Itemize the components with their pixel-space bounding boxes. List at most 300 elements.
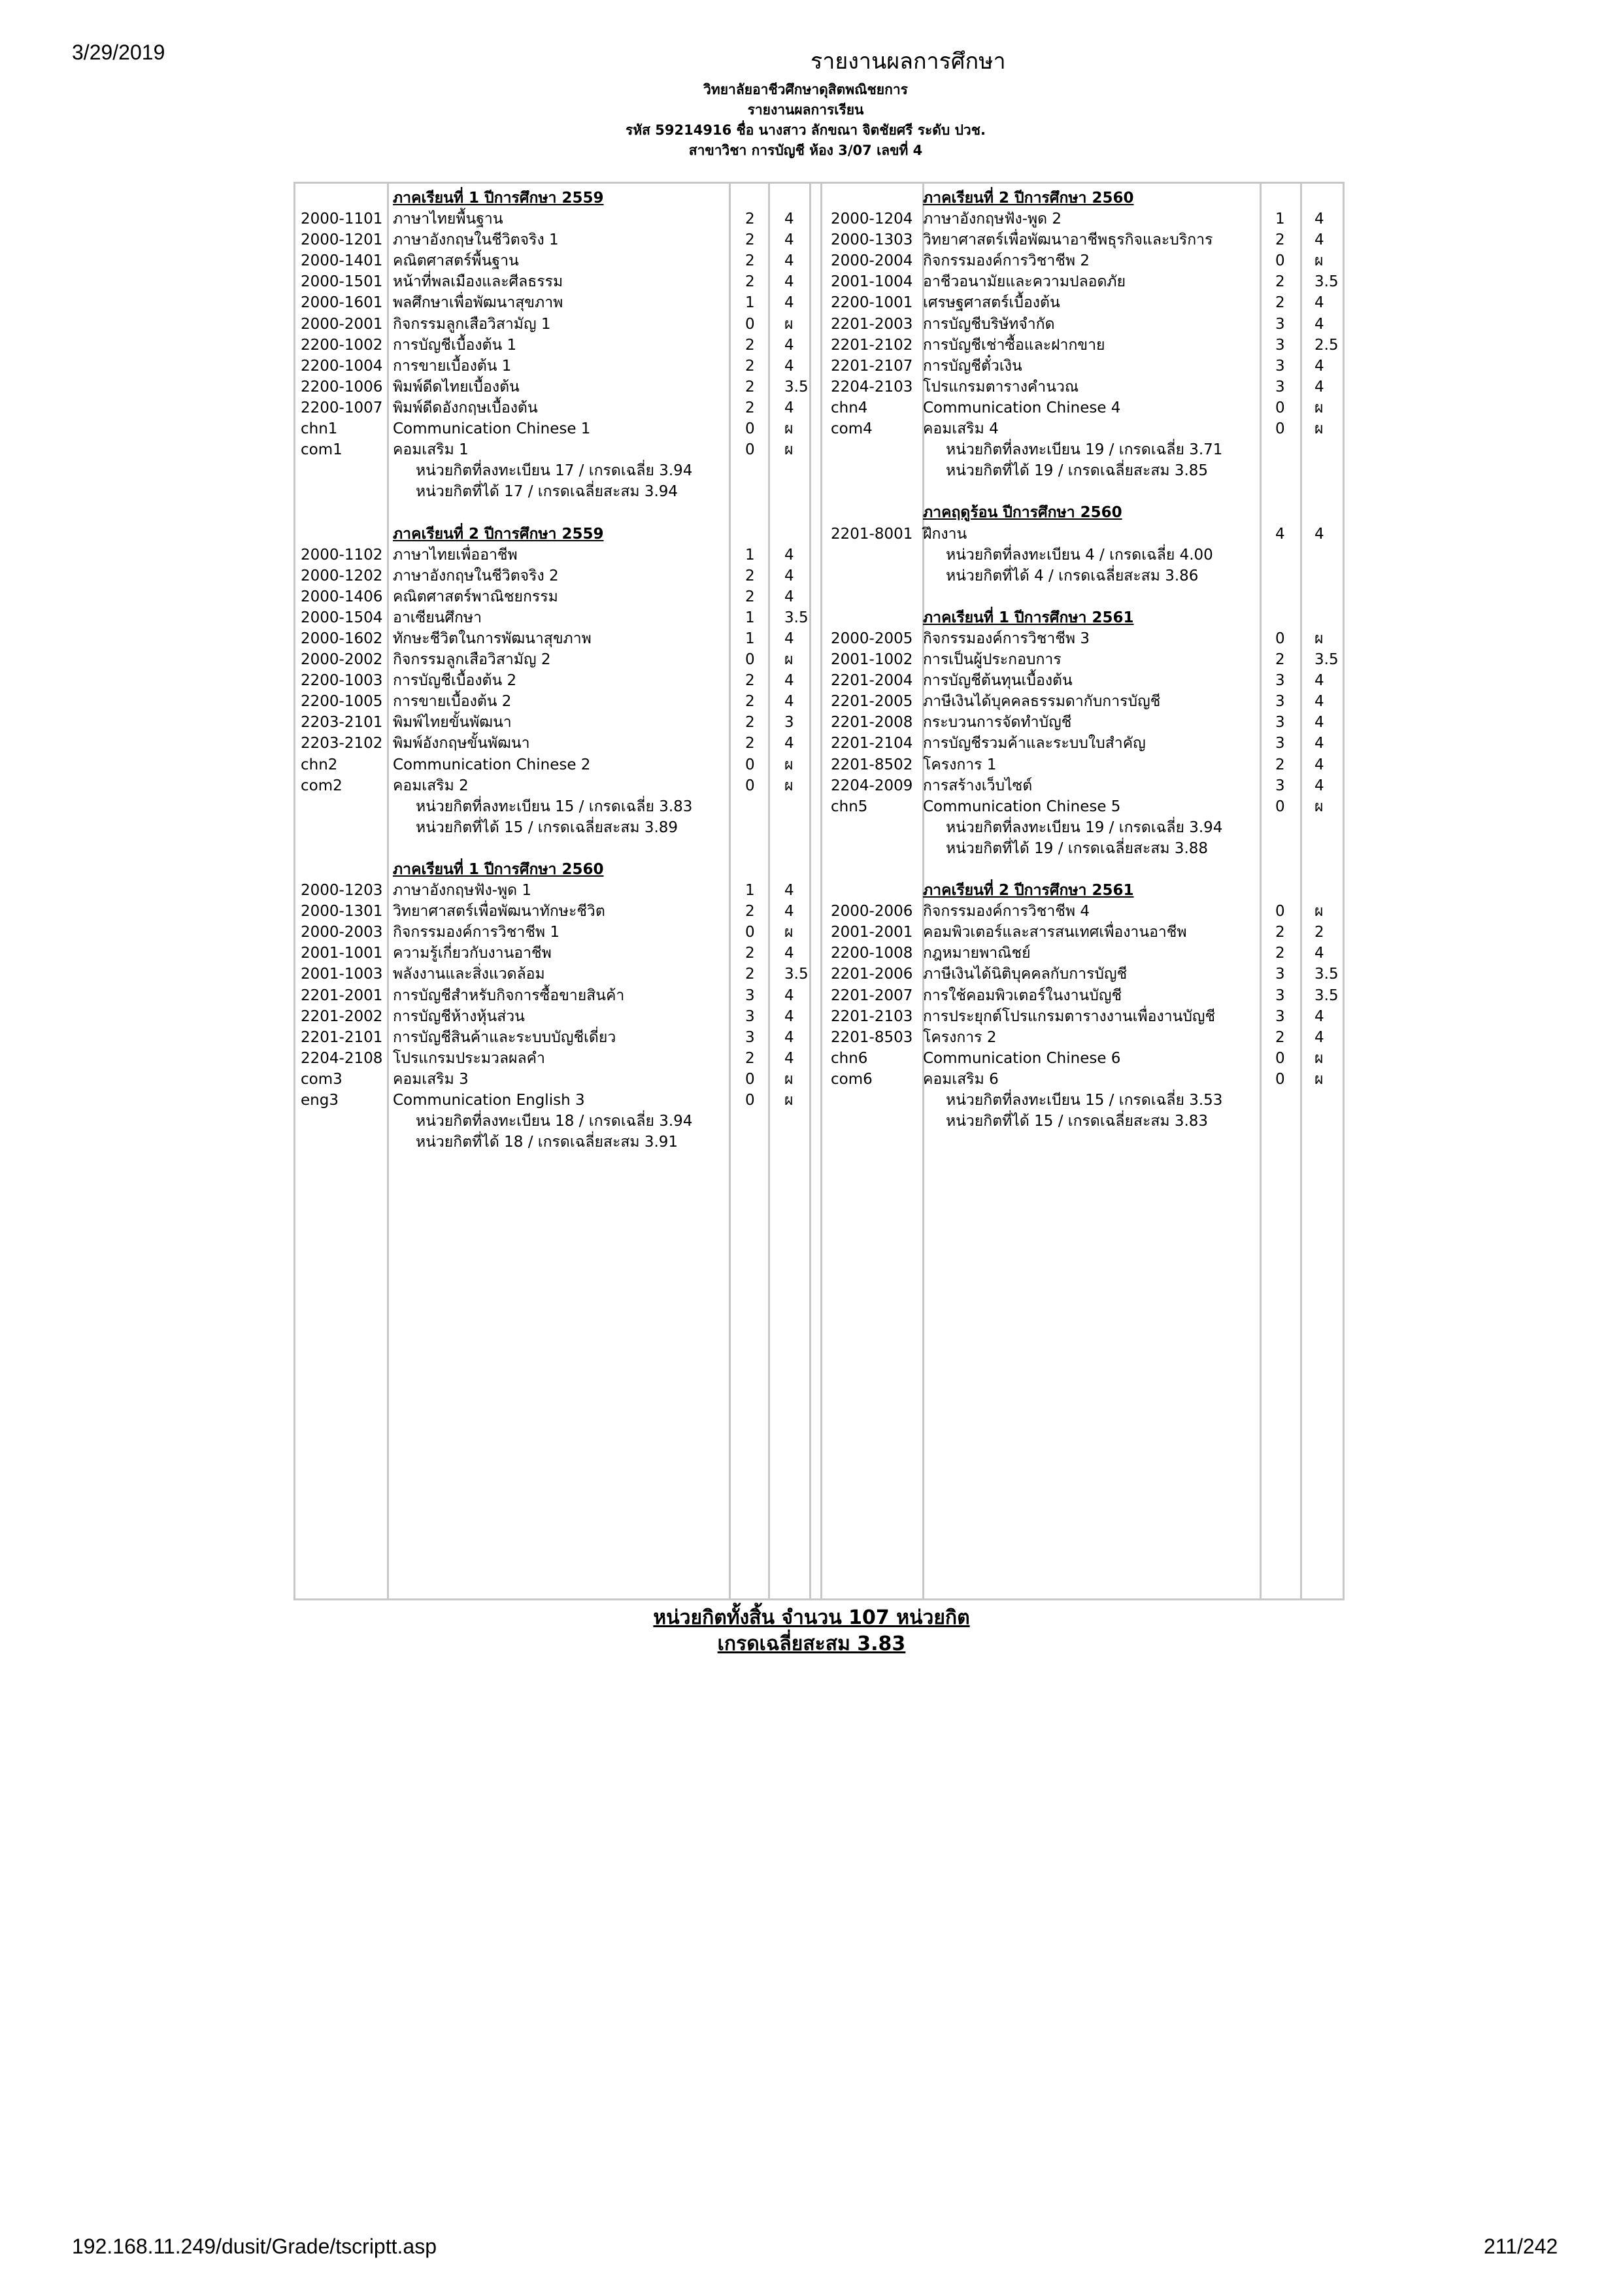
course-name: พิมพ์ไทยขั้นพัฒนา [393,714,512,732]
course-grade: 4 [784,252,794,270]
semester-title-row [828,607,1345,628]
course-grade: 4 [1314,231,1324,249]
course-credit: 3 [1275,714,1285,732]
course-row [828,901,1345,922]
course-credit: 0 [1275,252,1285,270]
earned-credits-cumulative-gpa: หน่วยกิตที่ได้ 19 / เกรดเฉลี่ยสะสม 3.88 [946,839,1209,857]
course-credit: 2 [1275,294,1285,312]
course-row [828,418,1345,439]
course-grade: ผ [784,315,794,333]
course-grade: 4 [1314,294,1324,312]
course-credit: 2 [745,336,755,354]
course-code: 2000-2001 [301,315,383,333]
course-name: กิจกรรมลูกเสือวิสามัญ 2 [393,651,551,669]
semester-summary-row [298,1111,821,1132]
course-code: 2000-1101 [301,211,383,228]
college-name: วิทยาลัยอาชีวศึกษาดุสิตพณิชยการ [703,82,908,97]
course-code: 2000-2003 [301,924,383,941]
course-name: เศรษฐศาสตร์เบื้องต้น [923,294,1060,312]
course-row [298,628,821,649]
course-code: 2000-1301 [301,903,383,920]
course-grade: 4 [784,357,794,375]
course-grade: 4 [784,693,794,711]
course-name: คอมเสริม 3 [393,1070,469,1088]
right-column [828,188,1345,1132]
course-name: คอมเสริม 2 [393,777,469,794]
course-row [298,439,821,460]
semester-title-row [298,188,821,209]
course-name: Communication Chinese 5 [923,798,1121,815]
course-credit: 0 [745,1070,755,1088]
course-row [298,712,821,733]
course-grade: ผ [1314,1049,1324,1067]
course-grade: ผ [1314,252,1324,270]
course-code: 2000-1401 [301,252,383,270]
course-credit: 2 [1275,273,1285,291]
course-grade: ผ [784,1092,794,1109]
course-grade: 3 [784,714,794,732]
course-name: พิมพ์ดีดอังกฤษเบื้องต้น [393,399,538,416]
course-code: 2200-1002 [301,336,383,354]
course-code: 2200-1007 [301,399,383,416]
earned-credits-cumulative-gpa: หน่วยกิตที่ได้ 15 / เกรดเฉลี่ยสะสม 3.89 [416,819,678,836]
cumulative-gpa: เกรดเฉลี่ยสะสม 3.83 [717,1632,906,1655]
course-grade: 4 [784,1028,794,1046]
course-grade: 3.5 [1314,987,1339,1004]
course-name: Communication Chinese 4 [923,399,1121,416]
course-grade: 4 [1314,1007,1324,1025]
course-code: 2200-1004 [301,357,383,375]
course-row [298,250,821,271]
course-grade: 4 [784,273,794,291]
course-credit: 3 [1275,672,1285,690]
course-row [298,314,821,335]
course-code: 2201-2107 [831,357,913,375]
course-name: โปรแกรมประมวลผลคำ [393,1049,545,1067]
course-code: chn4 [831,399,868,416]
semester-summary-row [828,1111,1345,1132]
course-code: 2201-8001 [831,525,913,543]
course-row [298,418,821,439]
course-credit: 2 [745,672,755,690]
course-code: 2203-2102 [301,735,383,752]
course-credit: 0 [1275,399,1285,416]
course-code: 2200-1003 [301,672,383,690]
course-credit: 3 [745,1007,755,1025]
course-code: 2000-1102 [301,546,383,564]
course-credit: 3 [1275,315,1285,333]
course-name: การบัญชีสำหรับกิจการซื้อขายสินค้า [393,987,625,1004]
course-code: 2200-1008 [831,945,913,962]
course-grade: 4 [1314,735,1324,752]
course-grade: 4 [1314,693,1324,711]
course-name: การบัญชีตั๋วเงิน [923,357,1022,375]
course-grade: ผ [784,651,794,669]
course-row [298,566,821,586]
earned-credits-cumulative-gpa: หน่วยกิตที่ได้ 17 / เกรดเฉลี่ยสะสม 3.94 [416,483,678,501]
course-row [828,943,1345,964]
course-name: พิมพ์อังกฤษขั้นพัฒนา [393,735,530,752]
course-code: chn1 [301,420,338,438]
course-row [828,229,1345,250]
course-row [828,292,1345,313]
course-name: Communication Chinese 6 [923,1049,1121,1067]
course-grade: 4 [1314,945,1324,962]
course-row [828,628,1345,649]
course-code: 2201-2005 [831,693,913,711]
course-code: 2204-2108 [301,1049,383,1067]
course-code: chn5 [831,798,868,815]
semester-title-row [828,880,1345,901]
course-grade: 4 [1314,714,1324,732]
course-row [298,775,821,796]
course-name: คอมเสริม 4 [923,420,999,438]
course-name: คอมพิวเตอร์และสารสนเทศเพื่องานอาชีพ [923,924,1187,941]
course-grade: ผ [1314,903,1324,920]
course-row [298,1006,821,1027]
course-credit: 3 [1275,987,1285,1004]
semester-title: ภาคเรียนที่ 1 ปีการศึกษา 2560 [393,861,604,878]
course-row [298,292,821,313]
course-row [828,670,1345,691]
course-grade: 4 [784,630,794,647]
course-name: ภาษีเงินได้บุคคลธรรมดากับการบัญชี [923,693,1161,711]
course-name: คณิตศาสตร์พื้นฐาน [393,252,519,270]
course-row [298,335,821,356]
course-credit: 3 [1275,378,1285,396]
course-credit: 1 [745,294,755,312]
semester-spacer [828,859,1345,880]
semester-summary-row [828,439,1345,460]
course-code: 2201-2001 [301,987,383,1004]
semester-title-row [298,859,821,880]
course-row [828,1006,1345,1027]
semester-title-row [298,524,821,545]
course-grade: 4 [1314,1028,1324,1046]
course-grade: 2 [1314,924,1324,941]
course-code: 2000-1602 [301,630,383,647]
semester-title-row [828,188,1345,209]
course-row [828,1048,1345,1069]
semester-spacer [828,481,1345,502]
course-grade: 4 [784,882,794,900]
course-row [298,209,821,229]
course-grade: 4 [784,672,794,690]
course-code: com1 [301,441,343,459]
semester-summary-row [298,796,821,817]
course-grade: 4 [784,903,794,920]
semester-summary-row [298,817,821,838]
course-code: 2000-2005 [831,630,913,647]
semester-summary-row [828,460,1345,481]
course-row [828,397,1345,418]
course-credit: 2 [745,945,755,962]
course-code: 2000-1601 [301,294,383,312]
course-grade: ผ [784,441,794,459]
course-row [298,880,821,901]
course-grade: 4 [1314,315,1324,333]
course-row [828,314,1345,335]
course-code: 2000-2002 [301,651,383,669]
course-credit: 2 [745,966,755,983]
course-code: 2001-1003 [301,966,383,983]
course-code: 2204-2009 [831,777,913,794]
course-name: ฝึกงาน [923,525,967,543]
semester-summary-row [828,1090,1345,1111]
course-credit: 2 [1275,945,1285,962]
course-grade: 4 [1314,756,1324,773]
course-name: การขายเบื้องต้น 1 [393,357,512,375]
course-row [298,922,821,943]
course-credit: 0 [1275,1049,1285,1067]
semester-summary-row [298,481,821,502]
course-grade: 2.5 [1314,336,1339,354]
semester-title: ภาคเรียนที่ 2 ปีการศึกษา 2560 [923,190,1134,207]
course-name: กระบวนการจัดทำบัญชี [923,714,1072,732]
course-row [298,356,821,377]
course-code: 2000-2004 [831,252,913,270]
program-line: สาขาวิชา การบัญชี ห้อง 3/07 เลขที่ 4 [688,143,923,158]
course-credit: 0 [1275,798,1285,815]
course-name: การบัญชีเช่าซื้อและฝากขาย [923,336,1105,354]
course-code: 2201-2008 [831,714,913,732]
course-row [298,545,821,566]
course-row [828,985,1345,1006]
course-grade: 4 [1314,378,1324,396]
course-name: การบัญชีเบื้องต้น 1 [393,336,517,354]
course-credit: 0 [745,315,755,333]
course-grade: 4 [784,1049,794,1067]
semester-summary-row [828,838,1345,859]
transcript-header [0,80,1623,161]
course-name: วิทยาศาสตร์เพื่อพัฒนาทักษะชีวิต [393,903,605,920]
course-grade: ผ [784,1070,794,1088]
course-credit: 3 [1275,966,1285,983]
course-row [298,1027,821,1048]
course-name: การบัญชีบริษัทจำกัด [923,315,1055,333]
course-row [298,964,821,985]
course-credit: 2 [745,357,755,375]
course-credit: 2 [745,693,755,711]
course-credit: 2 [745,399,755,416]
course-name: ภาษาไทยพื้นฐาน [393,211,503,228]
course-grade: 4 [784,399,794,416]
semester-spacer [298,502,821,523]
semester-title: ภาคเรียนที่ 2 ปีการศึกษา 2559 [393,525,604,543]
course-row [298,607,821,628]
course-name: หน้าที่พลเมืองและศีลธรรม [393,273,563,291]
course-row [298,377,821,397]
course-row [298,1069,821,1090]
course-code: chn6 [831,1049,868,1067]
course-grade: ผ [784,420,794,438]
course-code: 2000-1204 [831,211,913,228]
course-grade: 4 [784,588,794,605]
course-name: Communication Chinese 2 [393,756,591,773]
course-name: พลังงานและสิ่งแวดล้อม [393,966,545,983]
course-code: 2000-1501 [301,273,383,291]
course-credit: 3 [1275,777,1285,794]
course-credit: 1 [745,609,755,626]
course-name: Communication Chinese 1 [393,420,591,438]
course-credit: 2 [745,252,755,270]
course-row [828,964,1345,985]
course-credit: 4 [1275,525,1285,543]
registered-credits-gpa: หน่วยกิตที่ลงทะเบียน 19 / เกรดเฉลี่ย 3.71 [946,441,1223,459]
course-grade: 3.5 [784,609,809,626]
course-code: com2 [301,777,343,794]
course-row [828,796,1345,817]
course-code: 2201-2102 [831,336,913,354]
course-credit: 2 [745,378,755,396]
course-grade: 3.5 [1314,966,1339,983]
print-url: 192.168.11.249/dusit/Grade/tscriptt.asp [72,2235,437,2258]
course-name: กิจกรรมองค์การวิชาชีพ 4 [923,903,1090,920]
semester-summary-row [828,817,1345,838]
course-row [828,271,1345,292]
course-credit: 3 [1275,693,1285,711]
semester-summary-row [298,1132,821,1153]
course-code: 2001-1002 [831,651,913,669]
course-grade: 4 [784,1007,794,1025]
course-code: 2201-2101 [301,1028,383,1046]
course-credit: 0 [745,441,755,459]
course-grade: 4 [1314,357,1324,375]
course-credit: 3 [745,1028,755,1046]
course-grade: 4 [1314,525,1324,543]
course-row [828,691,1345,712]
course-name: การเป็นผู้ประกอบการ [923,651,1062,669]
course-name: ภาษีเงินได้นิติบุคคลกับการบัญชี [923,966,1128,983]
course-grade: 4 [784,546,794,564]
course-code: 2204-2103 [831,378,913,396]
course-code: 2001-2001 [831,924,913,941]
course-name: กฎหมายพาณิชย์ [923,945,1031,962]
course-code: 2000-1504 [301,609,383,626]
course-credit: 2 [745,903,755,920]
course-credit: 2 [745,1049,755,1067]
course-credit: 0 [745,420,755,438]
course-code: com4 [831,420,873,438]
course-code: 2200-1005 [301,693,383,711]
course-row [298,733,821,754]
total-credits: หน่วยกิตทั้งสิ้น จำนวน 107 หน่วยกิต [653,1606,970,1629]
course-row [298,691,821,712]
course-grade: 4 [1314,211,1324,228]
course-row [298,985,821,1006]
semester-summary-row [828,545,1345,566]
course-grade: 4 [784,336,794,354]
course-credit: 2 [745,735,755,752]
course-credit: 1 [1275,211,1285,228]
course-name: คอมเสริม 1 [393,441,469,459]
course-code: 2001-1001 [301,945,383,962]
course-code: 2000-2006 [831,903,913,920]
course-code: 2000-1203 [301,882,383,900]
course-grade: 3.5 [1314,273,1339,291]
course-grade: ผ [1314,420,1324,438]
course-credit: 0 [745,777,755,794]
course-grade: 3.5 [1314,651,1339,669]
course-code: 2201-2103 [831,1007,913,1025]
course-credit: 2 [1275,651,1285,669]
course-code: 2000-1303 [831,231,913,249]
course-code: 2201-2003 [831,315,913,333]
course-credit: 1 [745,546,755,564]
print-title: รายงานผลการศึกษา [811,49,1006,74]
course-row [828,712,1345,733]
registered-credits-gpa: หน่วยกิตที่ลงทะเบียน 17 / เกรดเฉลี่ย 3.94 [416,462,693,480]
course-code: com3 [301,1070,343,1088]
earned-credits-cumulative-gpa: หน่วยกิตที่ได้ 18 / เกรดเฉลี่ยสะสม 3.91 [416,1134,678,1151]
course-grade: 4 [1314,672,1324,690]
course-credit: 3 [1275,1007,1285,1025]
course-credit: 3 [1275,357,1285,375]
course-name: การบัญชีรวมค้าและระบบใบสำคัญ [923,735,1146,752]
course-name: การประยุกต์โปรแกรมตารางงานเพื่องานบัญชี [923,1007,1216,1025]
course-row [298,397,821,418]
course-grade: ผ [1314,1070,1324,1088]
course-credit: 0 [1275,1070,1285,1088]
course-code: 2201-2004 [831,672,913,690]
course-credit: 1 [745,882,755,900]
course-credit: 2 [1275,924,1285,941]
course-credit: 3 [745,987,755,1004]
course-credit: 0 [1275,420,1285,438]
semester-title: ภาคเรียนที่ 1 ปีการศึกษา 2559 [393,190,604,207]
semester-title: ภาคฤดูร้อน ปีการศึกษา 2560 [923,504,1122,522]
course-credit: 2 [1275,231,1285,249]
course-grade: 4 [784,567,794,584]
course-grade: ผ [1314,798,1324,815]
course-name: อาชีวอนามัยและความปลอดภัย [923,273,1126,291]
earned-credits-cumulative-gpa: หน่วยกิตที่ได้ 19 / เกรดเฉลี่ยสะสม 3.85 [946,462,1209,480]
course-credit: 2 [745,567,755,584]
course-credit: 2 [1275,756,1285,773]
registered-credits-gpa: หน่วยกิตที่ลงทะเบียน 15 / เกรดเฉลี่ย 3.53 [946,1092,1223,1109]
course-name: โปรแกรมตารางคำนวณ [923,378,1079,396]
course-code: eng3 [301,1092,339,1109]
course-credit: 0 [745,924,755,941]
course-name: การบัญชีเบื้องต้น 2 [393,672,517,690]
course-grade: ผ [784,777,794,794]
course-name: ภาษาอังกฤษในชีวิตจริง 1 [393,231,559,249]
course-grade: 4 [784,945,794,962]
course-name: ภาษาอังกฤษในชีวิตจริง 2 [393,567,559,584]
course-name: พลศึกษาเพื่อพัฒนาสุขภาพ [393,294,563,312]
course-credit: 0 [1275,903,1285,920]
course-grade: 4 [784,987,794,1004]
semester-title: ภาคเรียนที่ 1 ปีการศึกษา 2561 [923,609,1134,626]
course-row [298,901,821,922]
course-row [828,1069,1345,1090]
course-grade: 4 [784,231,794,249]
course-row [298,229,821,250]
print-date: 3/29/2019 [72,41,165,64]
course-name: กิจกรรมองค์การวิชาชีพ 3 [923,630,1090,647]
registered-credits-gpa: หน่วยกิตที่ลงทะเบียน 15 / เกรดเฉลี่ย 3.83 [416,798,693,815]
course-grade: ผ [1314,399,1324,416]
course-credit: 0 [745,1092,755,1109]
course-name: การบัญชีต้นทุนเบื้องต้น [923,672,1073,690]
course-credit: 1 [745,630,755,647]
course-row [828,1027,1345,1048]
course-row [828,209,1345,229]
course-credit: 3 [1275,336,1285,354]
course-code: chn2 [301,756,338,773]
course-name: ความรู้เกี่ยวกับงานอาชีพ [393,945,552,962]
course-credit: 2 [745,714,755,732]
